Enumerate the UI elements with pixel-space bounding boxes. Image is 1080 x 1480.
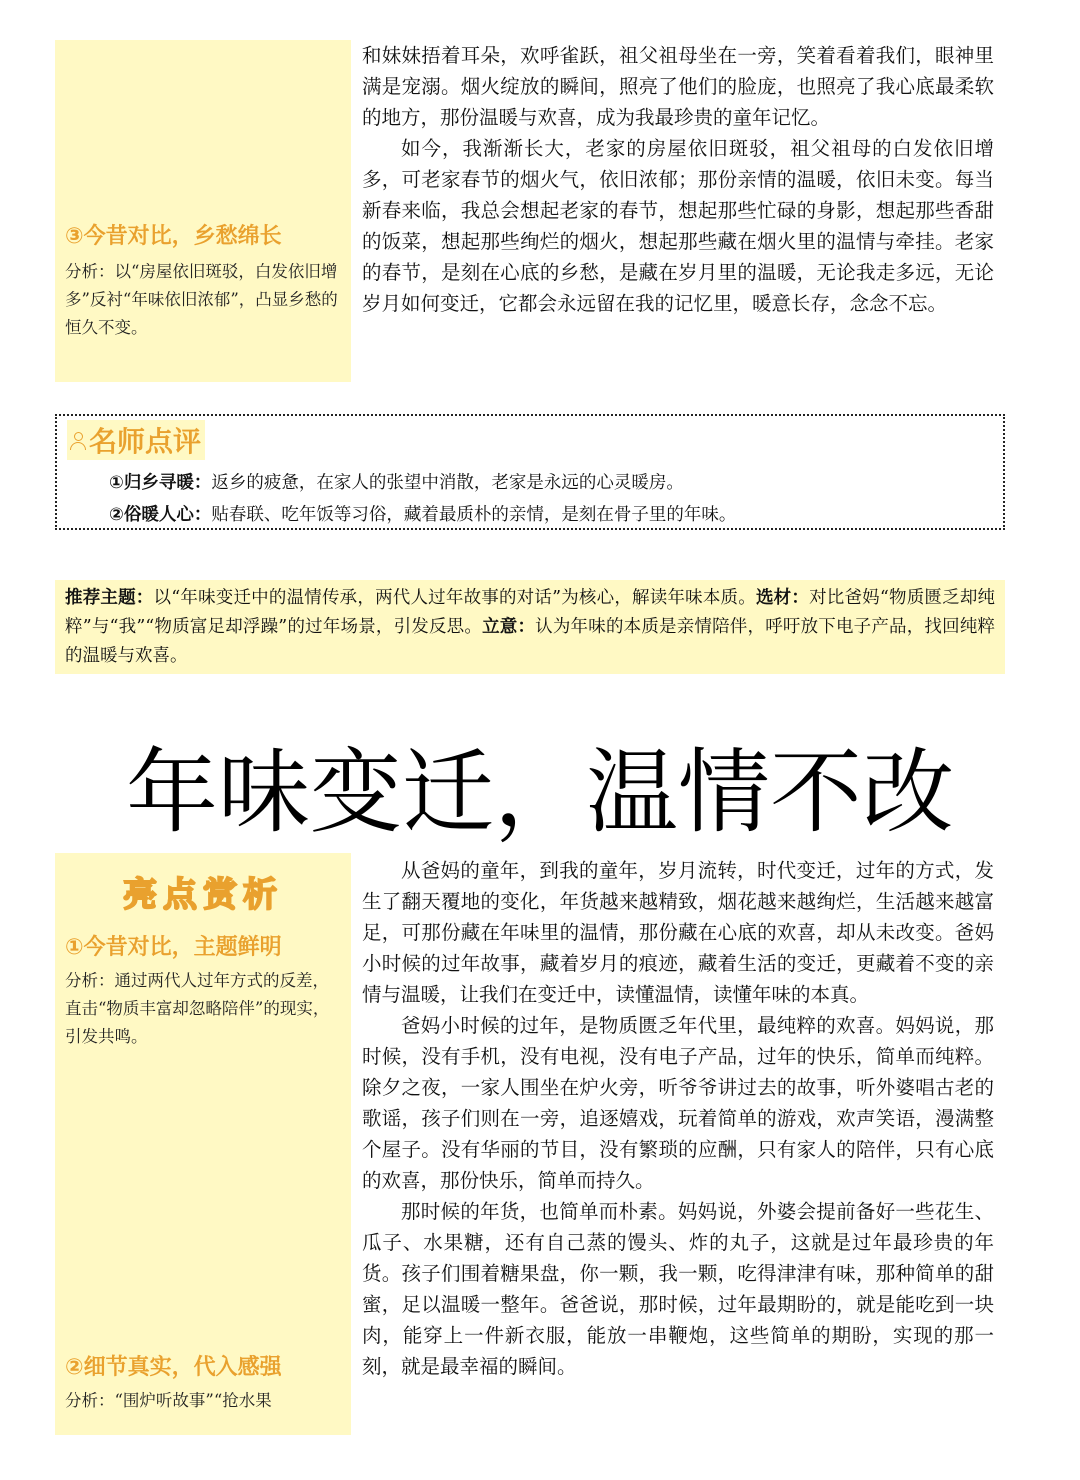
- review-header: [67, 420, 205, 460]
- recommendation-box: [55, 580, 1005, 674]
- essay-body-continued: [362, 40, 994, 319]
- highlights-sidebar: [55, 853, 351, 1435]
- paragraph: 那时候的年货，也简单而朴素。妈妈说，外婆会提前备好一些花生、瓜子、水果糖，还有自己蒸的馒头、炸的丸子，这就是过年最珍贵的年货。孩子们围着糖果盘，你一颗，我一颗，吃得津津有味，那种简单的甜蜜，足以温暖一整年。爸爸说，那时候，过年最期盼的，就是能吃到一块肉，能穿上一件新衣服，能放一串鞭炮，这些简单的期盼，实现的那一刻，就是最幸福的瞬间。: [362, 1200, 994, 1378]
- annotation-text: 分析：以“房屋依旧斑驳，白发依旧增多”反衬“年味依旧浓郁”，凸显乡愁的恒久不变。: [65, 262, 338, 337]
- person-icon: [69, 430, 87, 450]
- annotation-title: ③今昔对比，乡愁绵长: [65, 224, 282, 249]
- material-label: 选材：: [755, 588, 810, 608]
- essay-body: [362, 855, 994, 1382]
- essay-title: 年味变迁，温情不改: [125, 739, 954, 846]
- teacher-review-box: [55, 414, 1005, 530]
- annotation-text: 分析：通过两代人过年方式的反差，直击“物质丰富却忽略陪伴”的现实，引发共鸣。: [65, 971, 330, 1046]
- intent-text: 认为年味的本质是亲情陪伴，呼吁放下电子产品，找回纯粹的温暖与欢喜。: [65, 617, 996, 666]
- intent-label: 立意：: [482, 617, 536, 637]
- review-title: 名师点评: [89, 425, 202, 458]
- annotation-title: ①今昔对比，主题鲜明: [65, 935, 282, 960]
- annotation-title: ②细节真实，代入感强: [65, 1355, 282, 1380]
- paragraph: 和妹妹捂着耳朵，欢呼雀跃，祖父祖母坐在一旁，笑着看着我们，眼神里满是宠溺。烟火绽放的瞬间，照亮了他们的脸庞，也照亮了我心底最柔软的地方，那份温暖与欢喜，成为我最珍贵的童年记忆。: [362, 44, 994, 129]
- paragraph: 如今，我渐渐长大，老家的房屋依旧斑驳，祖父祖母的白发依旧增多，可老家春节的烟火气，依旧浓郁；那份亲情的温暖，依旧未变。每当新春来临，我总会想起老家的春节，想起那些忙碌的身影，想起那些香甜的饭菜，想起那些绚烂的烟火，想起那些藏在烟火里的温情与牵挂。老家的春节，是刻在心底的乡愁，是藏在岁月里的温暖，无论我走多远，无论岁月如何变迁，它都会永远留在我的记忆里，暖意长存，念念不忘。: [362, 137, 994, 315]
- review-item-text: 返乡的疲惫，在家人的张望中消散，老家是永远的心灵暖房。: [211, 473, 684, 493]
- material-text: 对比爸妈“物质匮乏却纯粹”与“我”“物质富足却浮躁”的过年场景，引发反思。: [65, 588, 996, 637]
- review-item: [109, 470, 684, 496]
- review-item-label: ①归乡寻暖：: [109, 473, 212, 493]
- review-item: [109, 502, 736, 528]
- annotation-sidebar: [55, 40, 351, 382]
- theme-label: 推荐主题：: [65, 588, 154, 608]
- review-item-text: 贴春联、吃年饭等习俗，藏着最质朴的亲情，是刻在骨子里的年味。: [211, 505, 737, 525]
- paragraph: 从爸妈的童年，到我的童年，岁月流转，时代变迁，过年的方式，发生了翻天覆地的变化，年货越来越精致，烟花越来越绚烂，生活越来越富足，可那份藏在年味里的温情，那份藏在心底的欢喜，却从未改变。爸妈小时候的过年故事，藏着岁月的痕迹，藏着生活的变迁，更藏着不变的亲情与温暖，让我们在变迁中，读懂温情，读懂年味的本真。: [362, 859, 994, 1006]
- highlights-badge: 亮点赏析: [123, 875, 283, 915]
- paragraph: 爸妈小时候的过年，是物质匮乏年代里，最纯粹的欢喜。妈妈说，那时候，没有手机，没有电视，没有电子产品，过年的快乐，简单而纯粹。除夕之夜，一家人围坐在炉火旁，听爷爷讲过去的故事，听外婆唱古老的歌谣，孩子们则在一旁，追逐嬉戏，玩着简单的游戏，欢声笑语，漫满整个屋子。没有华丽的节目，没有繁琐的应酬，只有家人的陪伴，只有心底的欢喜，那份快乐，简单而持久。: [362, 1014, 994, 1192]
- review-item-label: ②俗暖人心：: [109, 505, 212, 525]
- theme-text: 以“年味变迁中的温情传承，两代人过年故事的对话”为核心，解读年味本质。: [153, 588, 756, 608]
- annotation-text: 分析：“围炉听故事”“抢水果: [65, 1391, 272, 1410]
